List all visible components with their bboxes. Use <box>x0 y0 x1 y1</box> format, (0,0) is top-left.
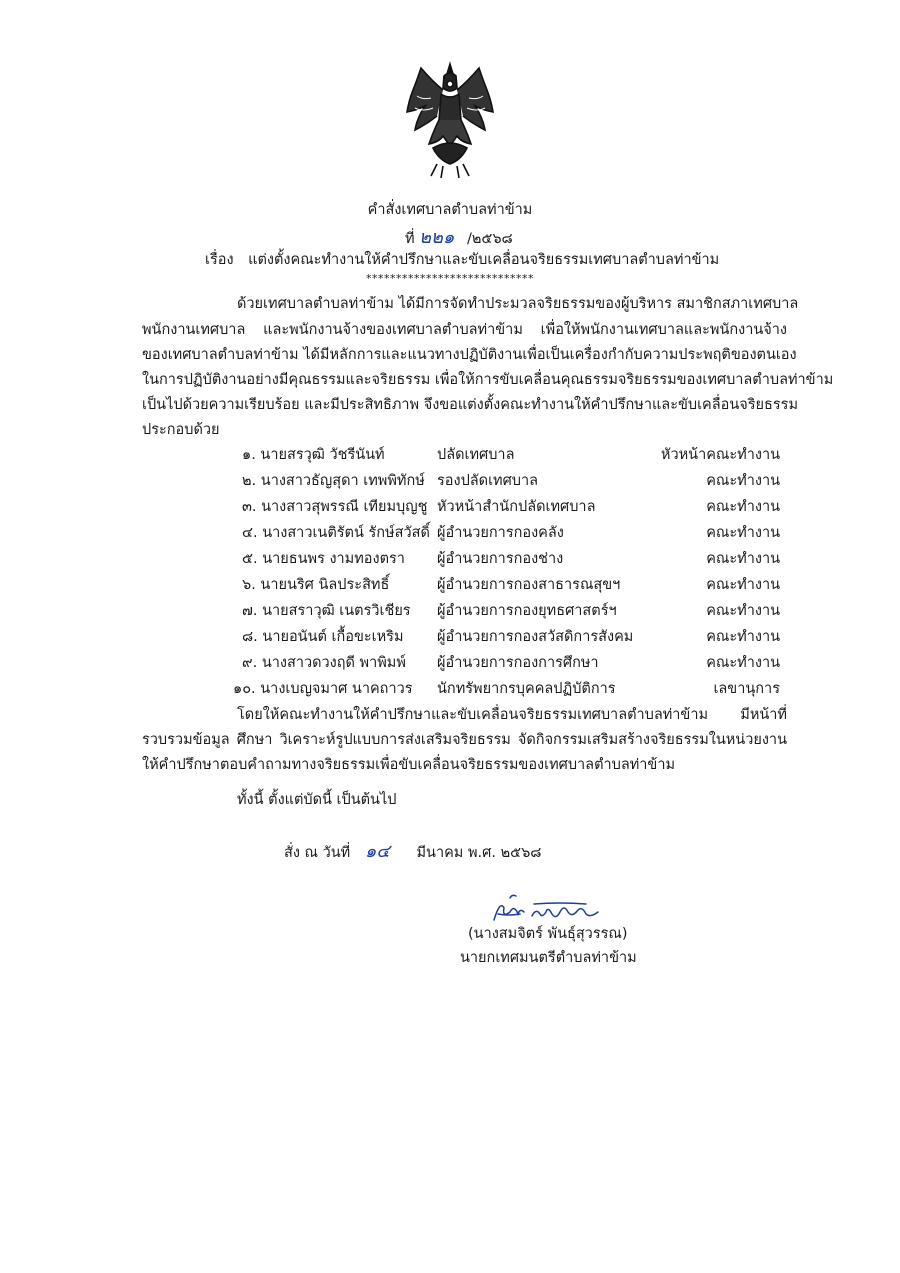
member-role: คณะทำงาน <box>706 525 780 541</box>
member-position: ผู้อำนวยการกองช่าง <box>437 551 564 567</box>
number-prefix: ที่ <box>405 231 415 247</box>
member-role: คณะทำงาน <box>706 655 780 671</box>
signer-title: นายกเทศมนตรีตำบลท่าข้าม <box>460 950 637 966</box>
intro-line-4: ในการปฏิบัติงานอย่างมีคุณธรรมและจริยธรรม เพื่อให้การขับเคลื่อนคุณธรรมจริยธรรมของเทศบาลตำบลท่าข้าม <box>142 372 834 388</box>
intro-line-3: ของเทศบาลตำบลท่าข้าม ได้มีหลักการและแนวทางปฏิบัติงานเพื่อเป็นเครื่องกำกับความประพฤติของตนเอง <box>142 347 797 363</box>
member-name: ๔. นางสาวเนติรัตน์ รักษ์สวัสดิ์ <box>242 525 430 541</box>
number-handwritten: ๒๒๑ <box>419 227 455 248</box>
intro-line-1: ด้วยเทศบาลตำบลท่าข้าม ได้มีการจัดทำประมวลจริยธรรมของผู้บริหาร สมาชิกสภาเทศบาล <box>237 296 799 312</box>
member-role: คณะทำงาน <box>706 577 780 593</box>
list-item <box>0 443 900 467</box>
date-prefix: สั่ง ณ วันที่ <box>284 845 351 861</box>
member-name: ๘. นายอนันต์ เกื้อขะเหริม <box>242 629 404 645</box>
member-position: หัวหน้าสำนักปลัดเทศบาล <box>437 499 596 515</box>
list-item <box>0 573 900 597</box>
member-role: คณะทำงาน <box>706 499 780 515</box>
member-position: รองปลัดเทศบาล <box>437 473 539 489</box>
member-role: คณะทำงาน <box>706 603 780 619</box>
member-position: ผู้อำนวยการกองการศึกษา <box>437 655 599 671</box>
member-role: หัวหน้าคณะทำงาน <box>660 447 780 463</box>
list-item <box>0 495 900 519</box>
list-item <box>0 469 900 493</box>
signer-name: (นางสมจิตร์ พันธุ์สุวรรณ) <box>468 926 628 942</box>
list-item <box>0 547 900 571</box>
member-position: ผู้อำนวยการกองสวัสดิการสังคม <box>437 629 634 645</box>
order-title: คำสั่งเทศบาลตำบลท่าข้าม <box>367 202 533 218</box>
duty-line-2: รวบรวมข้อมูล ศึกษา วิเคราะห์รูปแบบการส่งเสริมจริยธรรม จัดกิจกรรมเสริมสร้างจริยธรรมในหน่วยงาน <box>142 732 787 748</box>
member-name: ๖. นายนริศ นิลประสิทธิ์ <box>242 577 390 593</box>
order-date <box>284 836 542 865</box>
subject-label: เรื่อง <box>205 252 234 268</box>
separator: **************************** <box>366 272 534 285</box>
date-day-handwritten: ๑๔ <box>364 841 390 862</box>
member-name: ๑. นายสรวุฒิ วัชรีนันท์ <box>242 447 385 463</box>
member-name: ๙. นางสาวดวงฤดี พาพิมพ์ <box>242 655 406 671</box>
member-position: นักทรัพยากรบุคคลปฏิบัติการ <box>437 681 616 697</box>
member-position: ผู้อำนวยการกองยุทธศาสตร์ฯ <box>437 603 617 619</box>
member-name: ๑๐. นางเบญจมาศ นาคถาวร <box>233 681 413 697</box>
intro-line-5: เป็นไปด้วยความเรียบร้อย และมีประสิทธิภาพ จึงขอแต่งตั้งคณะทำงานให้คำปรึกษาและขับเคลื่อนจริยธรรม <box>142 397 799 413</box>
effective-statement: ทั้งนี้ ตั้งแต่บัดนี้ เป็นต้นไป <box>237 792 397 808</box>
member-name: ๗. นายสราวุฒิ เนตรวิเชียร <box>242 603 411 619</box>
intro-line-2: พนักงานเทศบาล และพนักงานจ้างของเทศบาลตำบลท่าข้าม เพื่อให้พนักงานเทศบาลและพนักงานจ้าง <box>142 322 787 338</box>
member-name: ๓. นางสาวสุพรรณี เทียมบุญชู <box>242 499 428 515</box>
number-year: /๒๕๖๘ <box>466 231 513 247</box>
duty-line-last: ให้คำปรึกษาตอบคำถามทางจริยธรรมเพื่อขับเคลื่อนจริยธรรมของเทศบาลตำบลท่าข้าม <box>142 757 676 773</box>
member-position: ปลัดเทศบาล <box>437 447 515 463</box>
member-role: คณะทำงาน <box>706 629 780 645</box>
list-item <box>0 625 900 649</box>
list-item <box>0 599 900 623</box>
subject-line <box>205 248 719 271</box>
garuda-emblem-icon <box>403 60 497 180</box>
intro-line-last: ประกอบด้วย <box>142 422 220 438</box>
date-month-year: มีนาคม พ.ศ. ๒๕๖๘ <box>416 845 542 861</box>
member-position: ผู้อำนวยการกองสาธารณสุขฯ <box>437 577 621 593</box>
member-role: คณะทำงาน <box>706 551 780 567</box>
member-role: คณะทำงาน <box>706 473 780 489</box>
member-name: ๒. นางสาวธัญสุดา เทพพิทักษ์ <box>242 473 425 489</box>
member-role: เลขานุการ <box>713 681 780 697</box>
order-number <box>405 222 513 251</box>
subject-text: แต่งตั้งคณะทำงานให้คำปรึกษาและขับเคลื่อนจริยธรรมเทศบาลตำบลท่าข้าม <box>248 252 720 268</box>
list-item <box>0 651 900 675</box>
list-item <box>0 677 900 701</box>
member-name: ๕. นายธนพร งามทองตรา <box>242 551 405 567</box>
member-position: ผู้อำนวยการกองคลัง <box>437 525 564 541</box>
list-item <box>0 521 900 545</box>
duty-line-1: โดยให้คณะทำงานให้คำปรึกษาและขับเคลื่อนจริยธรรมเทศบาลตำบลท่าข้าม มีหน้าที่ <box>237 707 787 723</box>
